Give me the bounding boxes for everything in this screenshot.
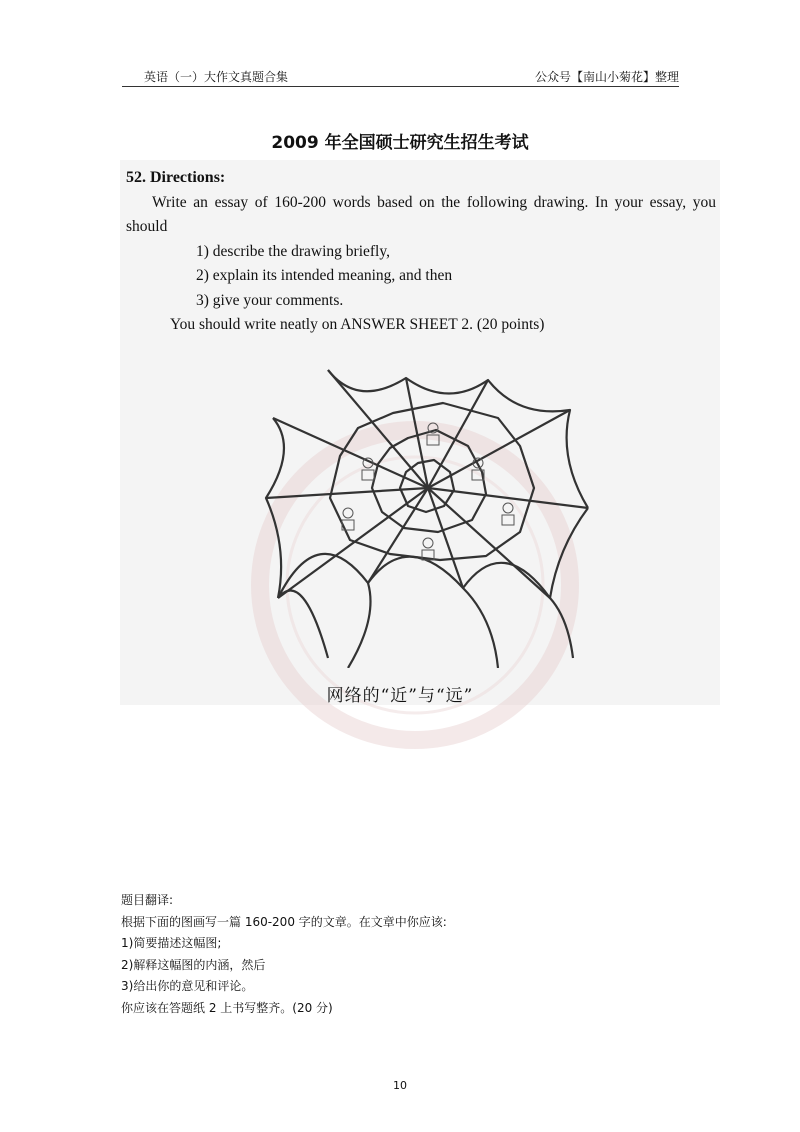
header-left-text: 英语（一）大作文真题合集 [144,70,289,84]
translation-label: 题目翻译: [121,893,174,907]
page-title: 2009 年全国硕士研究生招生考试 [271,133,529,153]
translation-line: 3)给出你的意见和评论。 [121,979,254,993]
translation-line: 1)简要描述这幅图; [121,936,222,950]
page-header [122,66,679,87]
header-right-text: 公众号【南山小菊花】整理 [534,70,679,84]
translation-line: 2)解释这幅图的内涵，然后 [121,957,266,972]
directions-intro: Write an essay of 160-200 words based on the following drawing. In your essay, you should [126,193,716,235]
directions-block [126,166,716,338]
translation-line: 根据下面的图画写一篇 160-200 字的文章。在文章中你应该: [121,914,447,929]
directions-heading: 52. Directions: [126,169,226,186]
translation-line: 你应该在答题纸 2 上书写整齐。(20 分) [121,1000,333,1015]
directions-closing: You should write neatly on ANSWER SHEET 2. (20 points) [170,316,545,333]
directions-item: 2) explain its intended meaning, and then [196,267,453,284]
directions-item: 3) give your comments. [196,291,344,309]
page-number: 10 [393,1079,407,1092]
directions-item: 1) describe the drawing briefly, [196,242,390,260]
spider-web-drawing [258,368,598,668]
translation-block [121,890,447,1019]
drawing-caption: 网络的“近”与“远” [326,686,474,706]
